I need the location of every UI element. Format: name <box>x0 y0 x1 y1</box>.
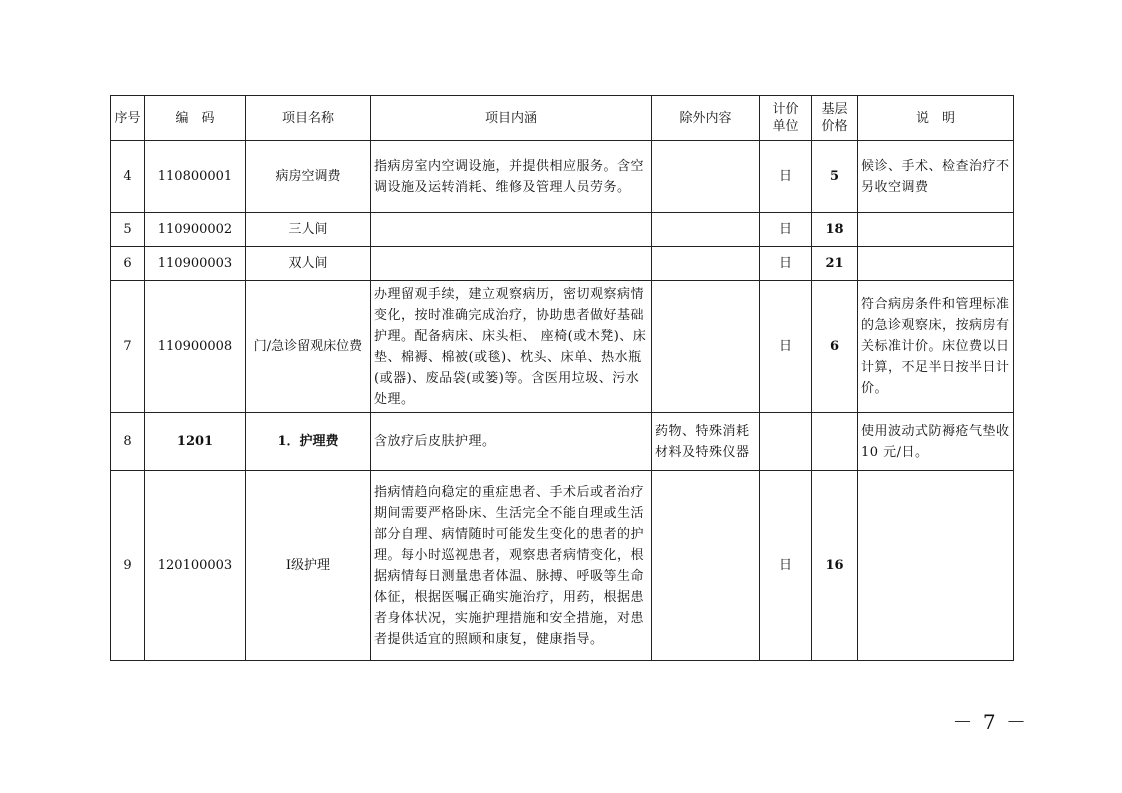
row-unit: 日 <box>760 213 812 247</box>
header-content: 项目内涵 <box>371 96 652 141</box>
row-note <box>858 471 1014 661</box>
row-unit: 日 <box>760 281 812 413</box>
row-price <box>812 413 858 471</box>
page-number: － 7 － <box>952 710 1028 734</box>
header-name: 项目名称 <box>246 96 371 141</box>
header-seq: 序号 <box>111 96 145 141</box>
row-code: 120100003 <box>145 471 246 661</box>
row-seq: 8 <box>111 413 145 471</box>
row-note <box>858 247 1014 281</box>
row-excluded <box>652 213 760 247</box>
row-excluded <box>652 247 760 281</box>
row-code: 1201 <box>145 413 246 471</box>
table-header-row <box>111 96 1014 141</box>
row-price: 16 <box>812 471 858 661</box>
row-price: 6 <box>812 281 858 413</box>
row-unit <box>760 413 812 471</box>
table-row <box>111 281 1014 413</box>
table-row <box>111 141 1014 213</box>
row-name: 1．护理费 <box>246 413 371 471</box>
row-seq: 6 <box>111 247 145 281</box>
fee-table <box>110 95 1014 661</box>
header-note: 说 明 <box>858 96 1014 141</box>
row-price: 5 <box>812 141 858 213</box>
row-price: 21 <box>812 247 858 281</box>
row-name: 三人间 <box>246 213 371 247</box>
row-content: 指病情趋向稳定的重症患者、手术后或者治疗期间需要严格卧床、生活完全不能自理或生活部分自理、病情随时可能发生变化的患者的护理。每小时巡视患者，观察患者病情变化，根据病情每日测量患者体温、脉搏、呼吸等生命体征，根据医嘱正确实施治疗，用药，根据患者身体状况，实施护理措施和安全措施，对患者提供适宜的照顾和康复，健康指导。 <box>371 471 652 661</box>
row-content: 办理留观手续，建立观察病历，密切观察病情变化，按时准确完成治疗，协助患者做好基础护理。配备病床、床头柜、 座椅(或木凳)、床垫、棉褥、棉被(或毯)、枕头、床单、热水瓶(或器)、废品袋(或篓)等。含医用垃圾、污水处理。 <box>371 281 652 413</box>
row-name: 病房空调费 <box>246 141 371 213</box>
header-price: 基层 价格 <box>812 96 858 141</box>
row-content: 含放疗后皮肤护理。 <box>371 413 652 471</box>
row-seq: 5 <box>111 213 145 247</box>
row-content <box>371 213 652 247</box>
row-excluded <box>652 471 760 661</box>
row-name: 双人间 <box>246 247 371 281</box>
row-unit: 日 <box>760 471 812 661</box>
row-seq: 9 <box>111 471 145 661</box>
row-price: 18 <box>812 213 858 247</box>
row-unit: 日 <box>760 141 812 213</box>
row-seq: 4 <box>111 141 145 213</box>
row-content <box>371 247 652 281</box>
row-unit: 日 <box>760 247 812 281</box>
row-excluded <box>652 141 760 213</box>
row-excluded: 药物、特殊消耗材料及特殊仪器 <box>652 413 760 471</box>
row-note <box>858 213 1014 247</box>
row-note: 候诊、手术、检查治疗不另收空调费 <box>858 141 1014 213</box>
table-row <box>111 247 1014 281</box>
row-code: 110800001 <box>145 141 246 213</box>
header-code: 编 码 <box>145 96 246 141</box>
row-excluded <box>652 281 760 413</box>
table-row <box>111 471 1014 661</box>
table-row <box>111 413 1014 471</box>
row-note: 使用波动式防褥疮气垫收 10 元/日。 <box>858 413 1014 471</box>
table-row <box>111 213 1014 247</box>
header-unit: 计价 单位 <box>760 96 812 141</box>
row-content: 指病房室内空调设施，并提供相应服务。含空调设施及运转消耗、维修及管理人员劳务。 <box>371 141 652 213</box>
row-name: 门/急诊留观床位费 <box>246 281 371 413</box>
row-code: 110900002 <box>145 213 246 247</box>
row-code: 110900008 <box>145 281 246 413</box>
row-note: 符合病房条件和管理标准的急诊观察床，按病房有关标准计价。床位费以日计算，不足半日按半日计价。 <box>858 281 1014 413</box>
row-code: 110900003 <box>145 247 246 281</box>
row-name: Ⅰ级护理 <box>246 471 371 661</box>
row-seq: 7 <box>111 281 145 413</box>
header-excluded: 除外内容 <box>652 96 760 141</box>
